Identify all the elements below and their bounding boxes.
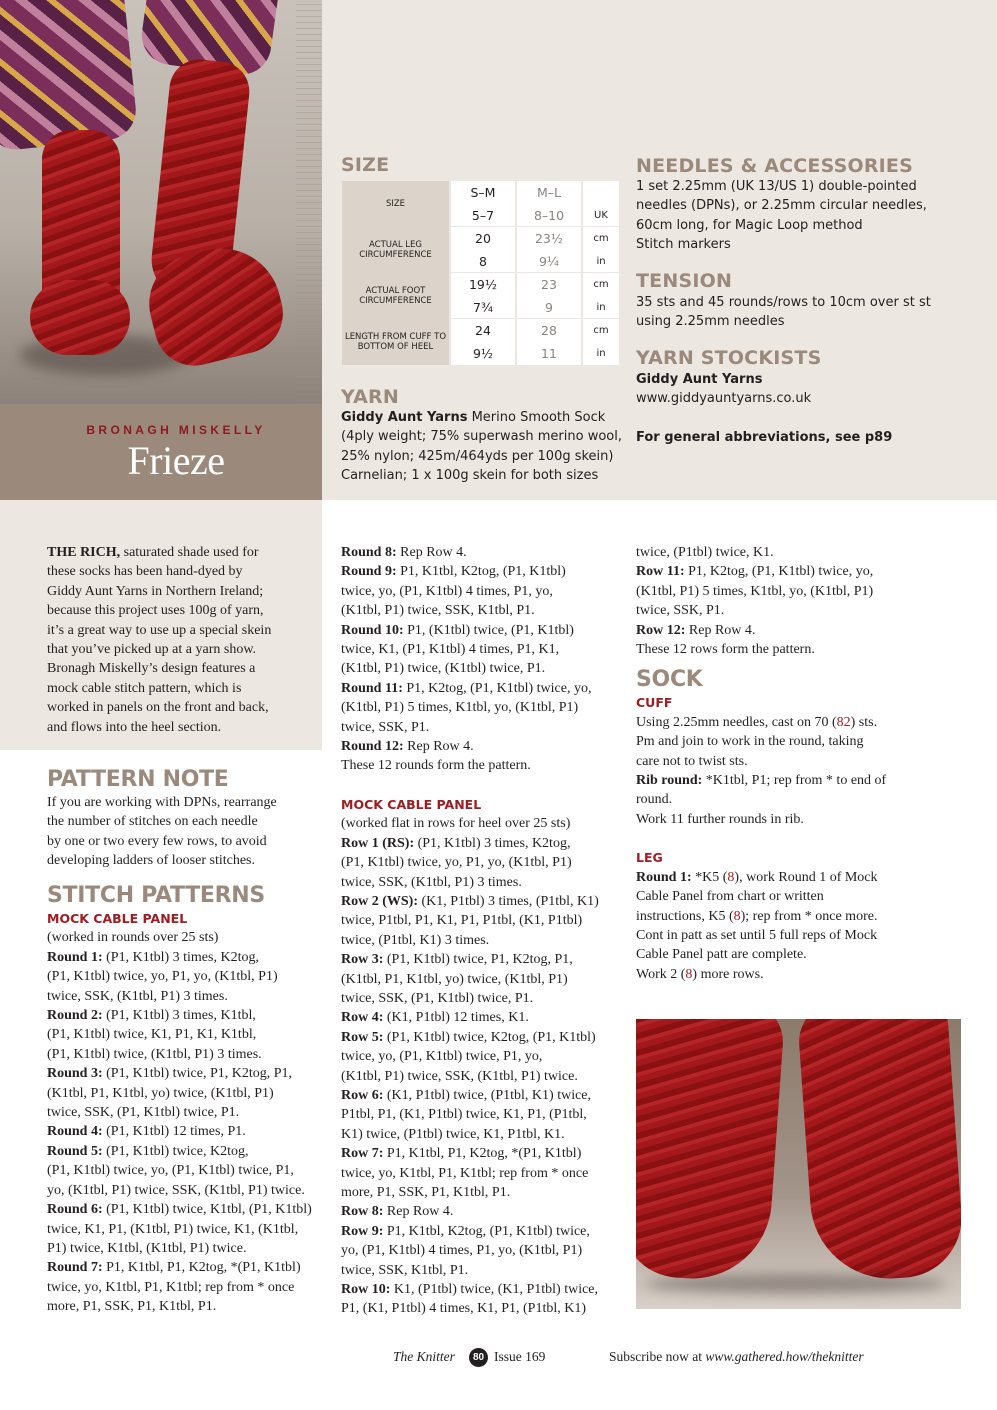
stockists-details — [636, 370, 892, 447]
round-instruction — [47, 1258, 312, 1277]
intro-line: that you’ve picked up at a yarn show. — [47, 642, 257, 658]
row-instruction-text: (P1, K1tbl) twice, P1, K2tog, P1, — [383, 952, 573, 968]
row-instruction — [341, 892, 599, 911]
round-instruction-text: (K1tbl, P1, K1tbl, yo) twice, (K1tbl, P1) — [47, 1085, 274, 1101]
size-uk-sm: 5–7 — [451, 204, 515, 227]
row-instruction-label: Row 9: — [341, 1223, 384, 1239]
round-instruction — [341, 562, 599, 581]
row-instruction-text: P1, K1tbl, K2tog, (P1, K1tbl) twice, — [383, 1223, 590, 1239]
leg-text: ) more rows. — [692, 966, 764, 982]
yarn-line-4: Carnelian; 1 x 100g skein for both sizes — [341, 468, 599, 484]
leg-text: ); rep from * once more. — [740, 908, 878, 924]
column-2 — [341, 543, 599, 1319]
size-header-ml: M–L — [517, 181, 581, 204]
round-instruction — [341, 640, 599, 659]
round-instruction — [47, 1297, 312, 1316]
round-instruction-text: P1) twice, K1tbl, (K1tbl, P1) twice. — [47, 1240, 247, 1256]
row-instruction — [341, 1261, 599, 1280]
yarn-line-2: (4ply weight; 75% superwash merino wool, — [341, 429, 622, 445]
foot-circ-cm-ml: 23 — [517, 273, 581, 296]
round-instruction-text: (K1tbl, P1) twice, SSK, K1tbl, P1. — [341, 603, 535, 619]
abbreviations-note: For general abbreviations, see p89 — [636, 429, 893, 445]
row-instruction-text: twice, P1tbl, P1, K1, P1, P1tbl, (K1, P1tbl) — [341, 913, 583, 929]
row-instruction — [341, 1144, 599, 1163]
row-instruction-text: (K1tbl, P1) 5 times, K1tbl, yo, (K1tbl, P1) — [636, 583, 874, 599]
round-instruction — [341, 698, 599, 717]
yarn-details — [341, 408, 622, 486]
round-instruction — [47, 1181, 312, 1200]
row-instruction-text: P1, (K1, P1tbl) 4 times, K1, P1, (P1tbl, K1) — [341, 1301, 587, 1317]
row-instruction — [341, 1047, 599, 1066]
row-instruction — [341, 931, 599, 950]
round-instruction — [47, 1220, 312, 1239]
yarn-line-3: 25% nylon; 425m/464yds per 100g skein) — [341, 448, 614, 464]
row-instruction-label: Row 5: — [341, 1029, 384, 1045]
row-instruction — [341, 1008, 599, 1027]
row-instruction-label: Row 2 (WS): — [341, 893, 418, 909]
length-in-sm: 9½ — [451, 342, 515, 365]
row-instruction-text: (K1, P1tbl) 12 times, K1. — [383, 1010, 529, 1026]
leg-text: Cable Panel from chart or written — [636, 889, 824, 905]
leg-text: Cont in patt as set until 5 full reps of Mock — [636, 927, 878, 943]
round-instruction-label: Round 2: — [47, 1008, 103, 1024]
row-instruction-text: K1) twice, (P1tbl) twice, K1, P1tbl, K1. — [341, 1126, 565, 1142]
row-instruction-text: twice, (P1tbl, K1) 3 times. — [341, 932, 490, 948]
stitch-patterns-heading: STITCH PATTERNS — [47, 883, 265, 908]
foot-circ-label: ACTUAL FOOT CIRCUMFERENCE — [342, 273, 449, 319]
row-instruction-label: Row 4: — [341, 1010, 384, 1026]
round-instruction-text: twice, yo, K1tbl, P1, K1tbl; rep from * once — [47, 1279, 295, 1295]
rounds-list — [47, 948, 312, 1317]
length-cm-unit: cm — [583, 319, 619, 342]
round-instruction-text: more, P1, SSK, P1, K1tbl, P1. — [47, 1299, 217, 1315]
round-instruction-text: P1, K2tog, (P1, K1tbl) twice, yo, — [402, 680, 592, 696]
row-instruction — [636, 582, 886, 601]
yarn-heading: YARN — [341, 386, 399, 408]
round-instruction-label: Round 8: — [341, 545, 397, 560]
row-instruction — [341, 1028, 599, 1047]
rounds-end-note: These 12 rounds form the pattern. — [341, 758, 531, 774]
round-instruction-text: twice, K1, (P1, K1tbl) 4 times, P1, K1, — [341, 642, 560, 658]
row-instruction — [341, 1183, 599, 1202]
round-instruction-text: (P1, K1tbl) twice, yo, (P1, K1tbl) twice, P1, — [47, 1163, 294, 1179]
size-header-unit-blank — [583, 181, 619, 204]
yarn-brand: Giddy Aunt Yarns — [341, 410, 468, 425]
round-instruction-text: yo, (K1tbl, P1) twice, SSK, (K1tbl, P1) twice. — [47, 1182, 305, 1198]
length-label: LENGTH FROM CUFF TO BOTTOM OF HEEL — [342, 319, 449, 365]
cuff-size-ml: 82 — [836, 714, 851, 730]
round-instruction — [341, 601, 599, 620]
round-instruction-text: twice, yo, (P1, K1tbl) 4 times, P1, yo, — [341, 583, 553, 599]
stitch-patterns — [47, 883, 312, 1317]
leg-size-ml: 8 — [685, 966, 693, 982]
row-instruction — [341, 1086, 599, 1105]
row-instruction — [341, 1125, 599, 1144]
round-instruction — [341, 621, 599, 640]
round-instruction — [341, 582, 599, 601]
leg-text: *K5 ( — [691, 869, 728, 885]
round-instruction — [47, 1161, 312, 1180]
row-instruction-text: (K1tbl, P1) twice, SSK, (K1tbl, P1) twice. — [341, 1068, 578, 1084]
row-instruction-text: P1, K1tbl, P1, K2tog, *(P1, K1tbl) — [383, 1146, 582, 1162]
round-instruction — [47, 1278, 312, 1297]
mock-cable-flat-subheading: MOCK CABLE PANEL — [341, 796, 482, 812]
round-instruction-label: Round 12: — [341, 739, 404, 755]
round-instruction-text: (K1tbl, P1) twice, (K1tbl) twice, P1. — [341, 661, 546, 677]
note-line: the number of stitches on each needle — [47, 814, 258, 830]
row-instruction-text: Rep Row 4. — [383, 1204, 454, 1220]
page-number: 80 — [469, 1348, 488, 1367]
footer-issue: Issue 169 — [494, 1349, 546, 1364]
row-instruction — [341, 873, 599, 892]
sock-heading: SOCK — [636, 667, 703, 693]
needles-line-4: Stitch markers — [636, 237, 731, 253]
mock-cable-round-subheading: MOCK CABLE PANEL — [47, 911, 188, 926]
round-instruction-text: twice, SSK, (K1tbl, P1) 3 times. — [47, 988, 228, 1004]
foot-circ-cm-unit: cm — [583, 273, 619, 296]
row-instruction-text: (K1, P1tbl) twice, (P1tbl, K1) twice, — [383, 1087, 592, 1103]
intro-line: it’s a great way to use up a special skein — [47, 622, 272, 638]
round-instruction-text: Rep Row 4. — [396, 545, 467, 560]
intro-line: these socks has been hand-dyed by — [47, 564, 243, 580]
foot-circ-in-unit: in — [583, 296, 619, 319]
round-instruction-label: Round 11: — [341, 680, 403, 696]
foot-circ-cm-sm: 19½ — [451, 273, 515, 296]
intro-line: because this project uses 100g of yarn, — [47, 603, 264, 619]
row-instruction-text: Rep Row 4. — [685, 622, 756, 638]
row-instruction-label: Row 6: — [341, 1087, 384, 1103]
row-instruction — [636, 601, 886, 620]
note-line: by one or two every few rows, to avoid — [47, 833, 267, 849]
cuff-text: ) sts. — [850, 714, 878, 730]
row-instruction-text: (P1, K1tbl) twice, yo, P1, yo, (K1tbl, P1) — [341, 855, 572, 871]
round-instruction-text: (P1, K1tbl) twice, yo, P1, yo, (K1tbl, P1) — [47, 969, 278, 985]
size-heading: SIZE — [341, 154, 390, 176]
row-instruction — [341, 989, 599, 1008]
round-instruction — [47, 948, 312, 967]
round-instruction — [47, 1142, 312, 1161]
round-instruction — [47, 1064, 312, 1083]
row-instruction-label: Row 8: — [341, 1204, 384, 1220]
row-instruction — [341, 911, 599, 930]
pattern-title: Frieze — [127, 438, 225, 483]
tension-heading: TENSION — [636, 270, 733, 292]
sock-heel-right — [796, 1019, 961, 1284]
round-instruction — [47, 1006, 312, 1025]
row-instruction — [341, 1299, 599, 1318]
row-instruction-label: Row 3: — [341, 952, 384, 968]
row-instruction-text: P1tbl, P1, (K1, P1tbl) twice, K1, P1, (P1tbl, — [341, 1107, 587, 1123]
round-instruction-text: (P1, K1tbl) twice, K1tbl, (P1, K1tbl) — [102, 1202, 312, 1218]
leg-text: Cable Panel patt are complete. — [636, 947, 807, 963]
length-in-ml: 11 — [517, 342, 581, 365]
mock-cable-round-intro: (worked in rounds over 25 sts) — [47, 930, 219, 946]
leg-text: instructions, K5 ( — [636, 908, 734, 924]
intro-line: mock cable stitch pattern, which is — [47, 680, 242, 696]
row-instruction — [636, 562, 886, 581]
round-instruction-text: (P1, K1tbl) 12 times, P1. — [102, 1124, 246, 1140]
row-instruction-text: more, P1, SSK, P1, K1tbl, P1. — [341, 1185, 511, 1200]
round-instruction-label: Round 6: — [47, 1202, 103, 1218]
needles-line-1: 1 set 2.25mm (UK 13/US 1) double-pointed — [636, 179, 917, 194]
round-instruction — [47, 1025, 312, 1044]
round-instruction-label: Round 7: — [47, 1260, 103, 1276]
yarn-line-1: Merino Smooth Sock — [467, 410, 606, 425]
round-instruction — [47, 967, 312, 986]
round-instruction-text: P1, K1tbl, K2tog, (P1, K1tbl) — [396, 564, 566, 580]
intro-line: Bronagh Miskelly’s design features a — [47, 661, 256, 677]
tension-line-1: 35 sts and 45 rounds/rows to 10cm over st st — [636, 295, 931, 310]
row-instruction-label: Row 7: — [341, 1146, 384, 1162]
leg-circ-label: ACTUAL LEG CIRCUMFERENCE — [342, 227, 449, 273]
cuff-text: Pm and join to work in the round, taking — [636, 734, 864, 750]
footer-subscribe — [609, 1349, 864, 1365]
needles-line-2: needles (DPNs), or 2.25mm circular needles, — [636, 198, 927, 214]
round-instruction — [47, 1084, 312, 1103]
round-instruction-text: (P1, K1tbl) twice, K2tog, — [102, 1143, 249, 1159]
round-instruction — [47, 1200, 312, 1219]
rows-end-note: These 12 rows form the pattern. — [636, 642, 815, 658]
leg-round-label: Round 1: — [636, 869, 692, 885]
column-3 — [636, 543, 886, 984]
intro-line: Giddy Aunt Yarns in Northern Ireland; — [47, 583, 264, 599]
page-footer — [0, 1349, 997, 1369]
row-instruction-text: twice, yo, (P1, K1tbl) twice, P1, yo, — [341, 1049, 543, 1065]
note-line: If you are working with DPNs, rearrange — [47, 795, 277, 810]
round-instruction — [341, 659, 599, 678]
leg-text: ), work Round 1 of Mock — [734, 869, 878, 885]
leg-circ-cm-unit: cm — [583, 227, 619, 250]
row-instruction-text: K1, (P1tbl) twice, (K1, P1tbl) twice, — [390, 1282, 599, 1298]
length-cm-sm: 24 — [451, 319, 515, 342]
rows-list-continued — [636, 562, 886, 640]
round-instruction-label: Round 1: — [47, 949, 103, 965]
footer-magazine: The Knitter — [393, 1349, 455, 1364]
row-instruction-label: Row 1 (RS): — [341, 835, 415, 851]
rib-text: round. — [636, 792, 673, 808]
round-instruction — [47, 1045, 312, 1064]
cuff-subheading: CUFF — [636, 695, 673, 711]
row-instruction — [341, 1222, 599, 1241]
leg-circ-in-ml: 9¼ — [517, 250, 581, 273]
row-instruction — [341, 1164, 599, 1183]
round-instruction-text: (P1, K1tbl) 3 times, K2tog, — [102, 949, 259, 965]
row-instruction-text: (P1, K1tbl) twice, K2tog, (P1, K1tbl) — [383, 1029, 596, 1045]
row-instruction — [341, 853, 599, 872]
leg-circ-cm-ml: 23½ — [517, 227, 581, 250]
row-instruction — [341, 970, 599, 989]
round-instruction-label: Round 10: — [341, 622, 404, 638]
size-header-sm: S–M — [451, 181, 515, 204]
leg-size-ml: 8 — [727, 869, 735, 885]
designer-name: BRONAGH MISKELLY — [86, 423, 266, 437]
stockist-url[interactable]: www.giddyauntyarns.co.uk — [636, 391, 812, 407]
round-instruction-text: (P1, K1tbl) twice, K1, P1, K1, K1tbl, — [47, 1027, 257, 1043]
floor-shadow — [646, 1274, 946, 1294]
socks-photo — [0, 0, 322, 404]
row-instruction-label: Row 12: — [636, 622, 686, 638]
round-instruction — [341, 718, 599, 737]
cuff-text: care not to twist sts. — [636, 753, 748, 769]
intro-line: saturated shade used for — [120, 545, 259, 560]
row-instruction-text: twice, SSK, P1. — [636, 603, 725, 619]
row-instruction-text: yo, (P1, K1tbl) 4 times, P1, yo, (K1tbl, P1) — [341, 1243, 583, 1259]
leg-circ-in-unit: in — [583, 250, 619, 273]
round-instruction-label: Round 4: — [47, 1124, 103, 1140]
intro-text — [47, 543, 271, 737]
cuff-text: Work 11 further rounds in rib. — [636, 811, 804, 827]
subscribe-url[interactable]: www.gathered.how/theknitter — [705, 1349, 864, 1364]
round-instruction — [341, 543, 599, 562]
cuff-text: Using 2.25mm needles, cast on 70 ( — [636, 714, 837, 730]
row-instruction — [341, 834, 599, 853]
tension-details — [636, 293, 931, 332]
round-instruction-text: (K1tbl, P1) 5 times, K1tbl, yo, (K1tbl, P1) — [341, 700, 579, 716]
intro-lead: THE RICH, — [47, 545, 121, 560]
row-instruction-text: (K1tbl, P1, K1tbl, yo) twice, (K1tbl, P1) — [341, 971, 568, 987]
row-instruction — [341, 1067, 599, 1086]
round-instruction-text: twice, K1, P1, (K1tbl, P1) twice, K1, (K1tbl, — [47, 1221, 299, 1237]
size-uk-ml: 8–10 — [517, 204, 581, 227]
round-instruction-label: Round 3: — [47, 1066, 103, 1082]
intro-line: and flows into the heel section. — [47, 719, 222, 735]
round-instruction-label: Round 9: — [341, 564, 397, 580]
mock-cable-flat-intro: (worked flat in rows for heel over 25 sts) — [341, 816, 571, 832]
rib-label: Rib round: — [636, 773, 703, 789]
round-instruction — [47, 987, 312, 1006]
row-instruction-label: Row 10: — [341, 1282, 391, 1298]
round-instruction-text: P1, (K1tbl) twice, (P1, K1tbl) — [403, 622, 574, 638]
round-instruction-label: Round 5: — [47, 1143, 103, 1159]
leg-circ-in-sm: 8 — [451, 250, 515, 273]
size-table — [340, 181, 621, 365]
row-instruction-text: twice, SSK, (K1tbl, P1) 3 times. — [341, 874, 522, 890]
row-10-cont: twice, (P1tbl) twice, K1. — [636, 545, 774, 560]
round-instruction — [47, 1103, 312, 1122]
row-instruction-text: (P1, K1tbl) 3 times, K2tog, — [414, 835, 571, 851]
row-instruction — [341, 1202, 599, 1221]
round-instruction-text: twice, SSK, P1. — [341, 719, 430, 735]
foot-circ-in-ml: 9 — [517, 296, 581, 319]
row-instruction-text: (K1, P1tbl) 3 times, (P1tbl, K1) — [418, 893, 599, 909]
row-instruction-text: twice, SSK, K1tbl, P1. — [341, 1262, 469, 1278]
round-instruction-text: (P1, K1tbl) 3 times, K1tbl, — [102, 1008, 256, 1024]
row-instruction-text: twice, SSK, (P1, K1tbl) twice, P1. — [341, 990, 534, 1006]
row-instruction-text: P1, K2tog, (P1, K1tbl) twice, yo, — [684, 564, 874, 580]
subscribe-label: Subscribe now at — [609, 1349, 706, 1364]
round-instruction-text: (P1, K1tbl) twice, P1, K2tog, P1, — [102, 1066, 293, 1082]
rib-text: *K1tbl, P1; rep from * to end of — [702, 773, 887, 789]
leg-subheading: LEG — [636, 850, 663, 866]
round-instruction — [341, 737, 599, 756]
stockists-heading: YARN STOCKISTS — [636, 347, 822, 369]
sock-heels-photo — [636, 1019, 961, 1309]
size-row-label: SIZE — [342, 181, 449, 227]
round-instruction-text: P1, K1tbl, P1, K2tog, *(P1, K1tbl) — [102, 1260, 301, 1276]
leg-circ-cm-sm: 20 — [451, 227, 515, 250]
row-instruction — [341, 950, 599, 969]
row-instruction — [341, 1105, 599, 1124]
row-instruction-text: twice, yo, K1tbl, P1, K1tbl; rep from * once — [341, 1165, 589, 1181]
round-instruction — [47, 1239, 312, 1258]
rounds-list-continued — [341, 543, 599, 756]
rows-list — [341, 834, 599, 1319]
pattern-note-heading: PATTERN NOTE — [47, 767, 229, 792]
tension-line-2: using 2.25mm needles — [636, 314, 785, 330]
leg-text: Work 2 ( — [636, 966, 686, 982]
intro-line: worked in panels on the front and back, — [47, 700, 269, 716]
sock-left-foot — [30, 280, 130, 355]
leg-size-ml: 8 — [733, 908, 741, 924]
row-instruction-label: Row 11: — [636, 564, 685, 580]
foot-circ-in-sm: 7¾ — [451, 296, 515, 319]
needles-details — [636, 177, 927, 255]
round-instruction — [341, 679, 599, 698]
round-instruction-text: (P1, K1tbl) twice, (K1tbl, P1) 3 times. — [47, 1046, 262, 1062]
row-instruction — [341, 1241, 599, 1260]
needles-line-3: 60cm long, for Magic Loop method — [636, 217, 863, 233]
round-instruction-text: twice, SSK, (P1, K1tbl) twice, P1. — [47, 1105, 240, 1121]
note-line: developing ladders of looser stitches. — [47, 853, 256, 869]
stockist-name: Giddy Aunt Yarns — [636, 372, 763, 387]
length-in-unit: in — [583, 342, 619, 365]
size-uk-unit: UK — [583, 204, 619, 227]
length-cm-ml: 28 — [517, 319, 581, 342]
row-instruction — [341, 1280, 599, 1299]
sock-heel-left — [636, 1019, 786, 1284]
round-instruction — [47, 1122, 312, 1141]
needles-heading: NEEDLES & ACCESSORIES — [636, 155, 914, 177]
row-instruction — [636, 621, 886, 640]
pattern-note — [47, 767, 277, 871]
round-instruction-text: Rep Row 4. — [403, 739, 474, 755]
